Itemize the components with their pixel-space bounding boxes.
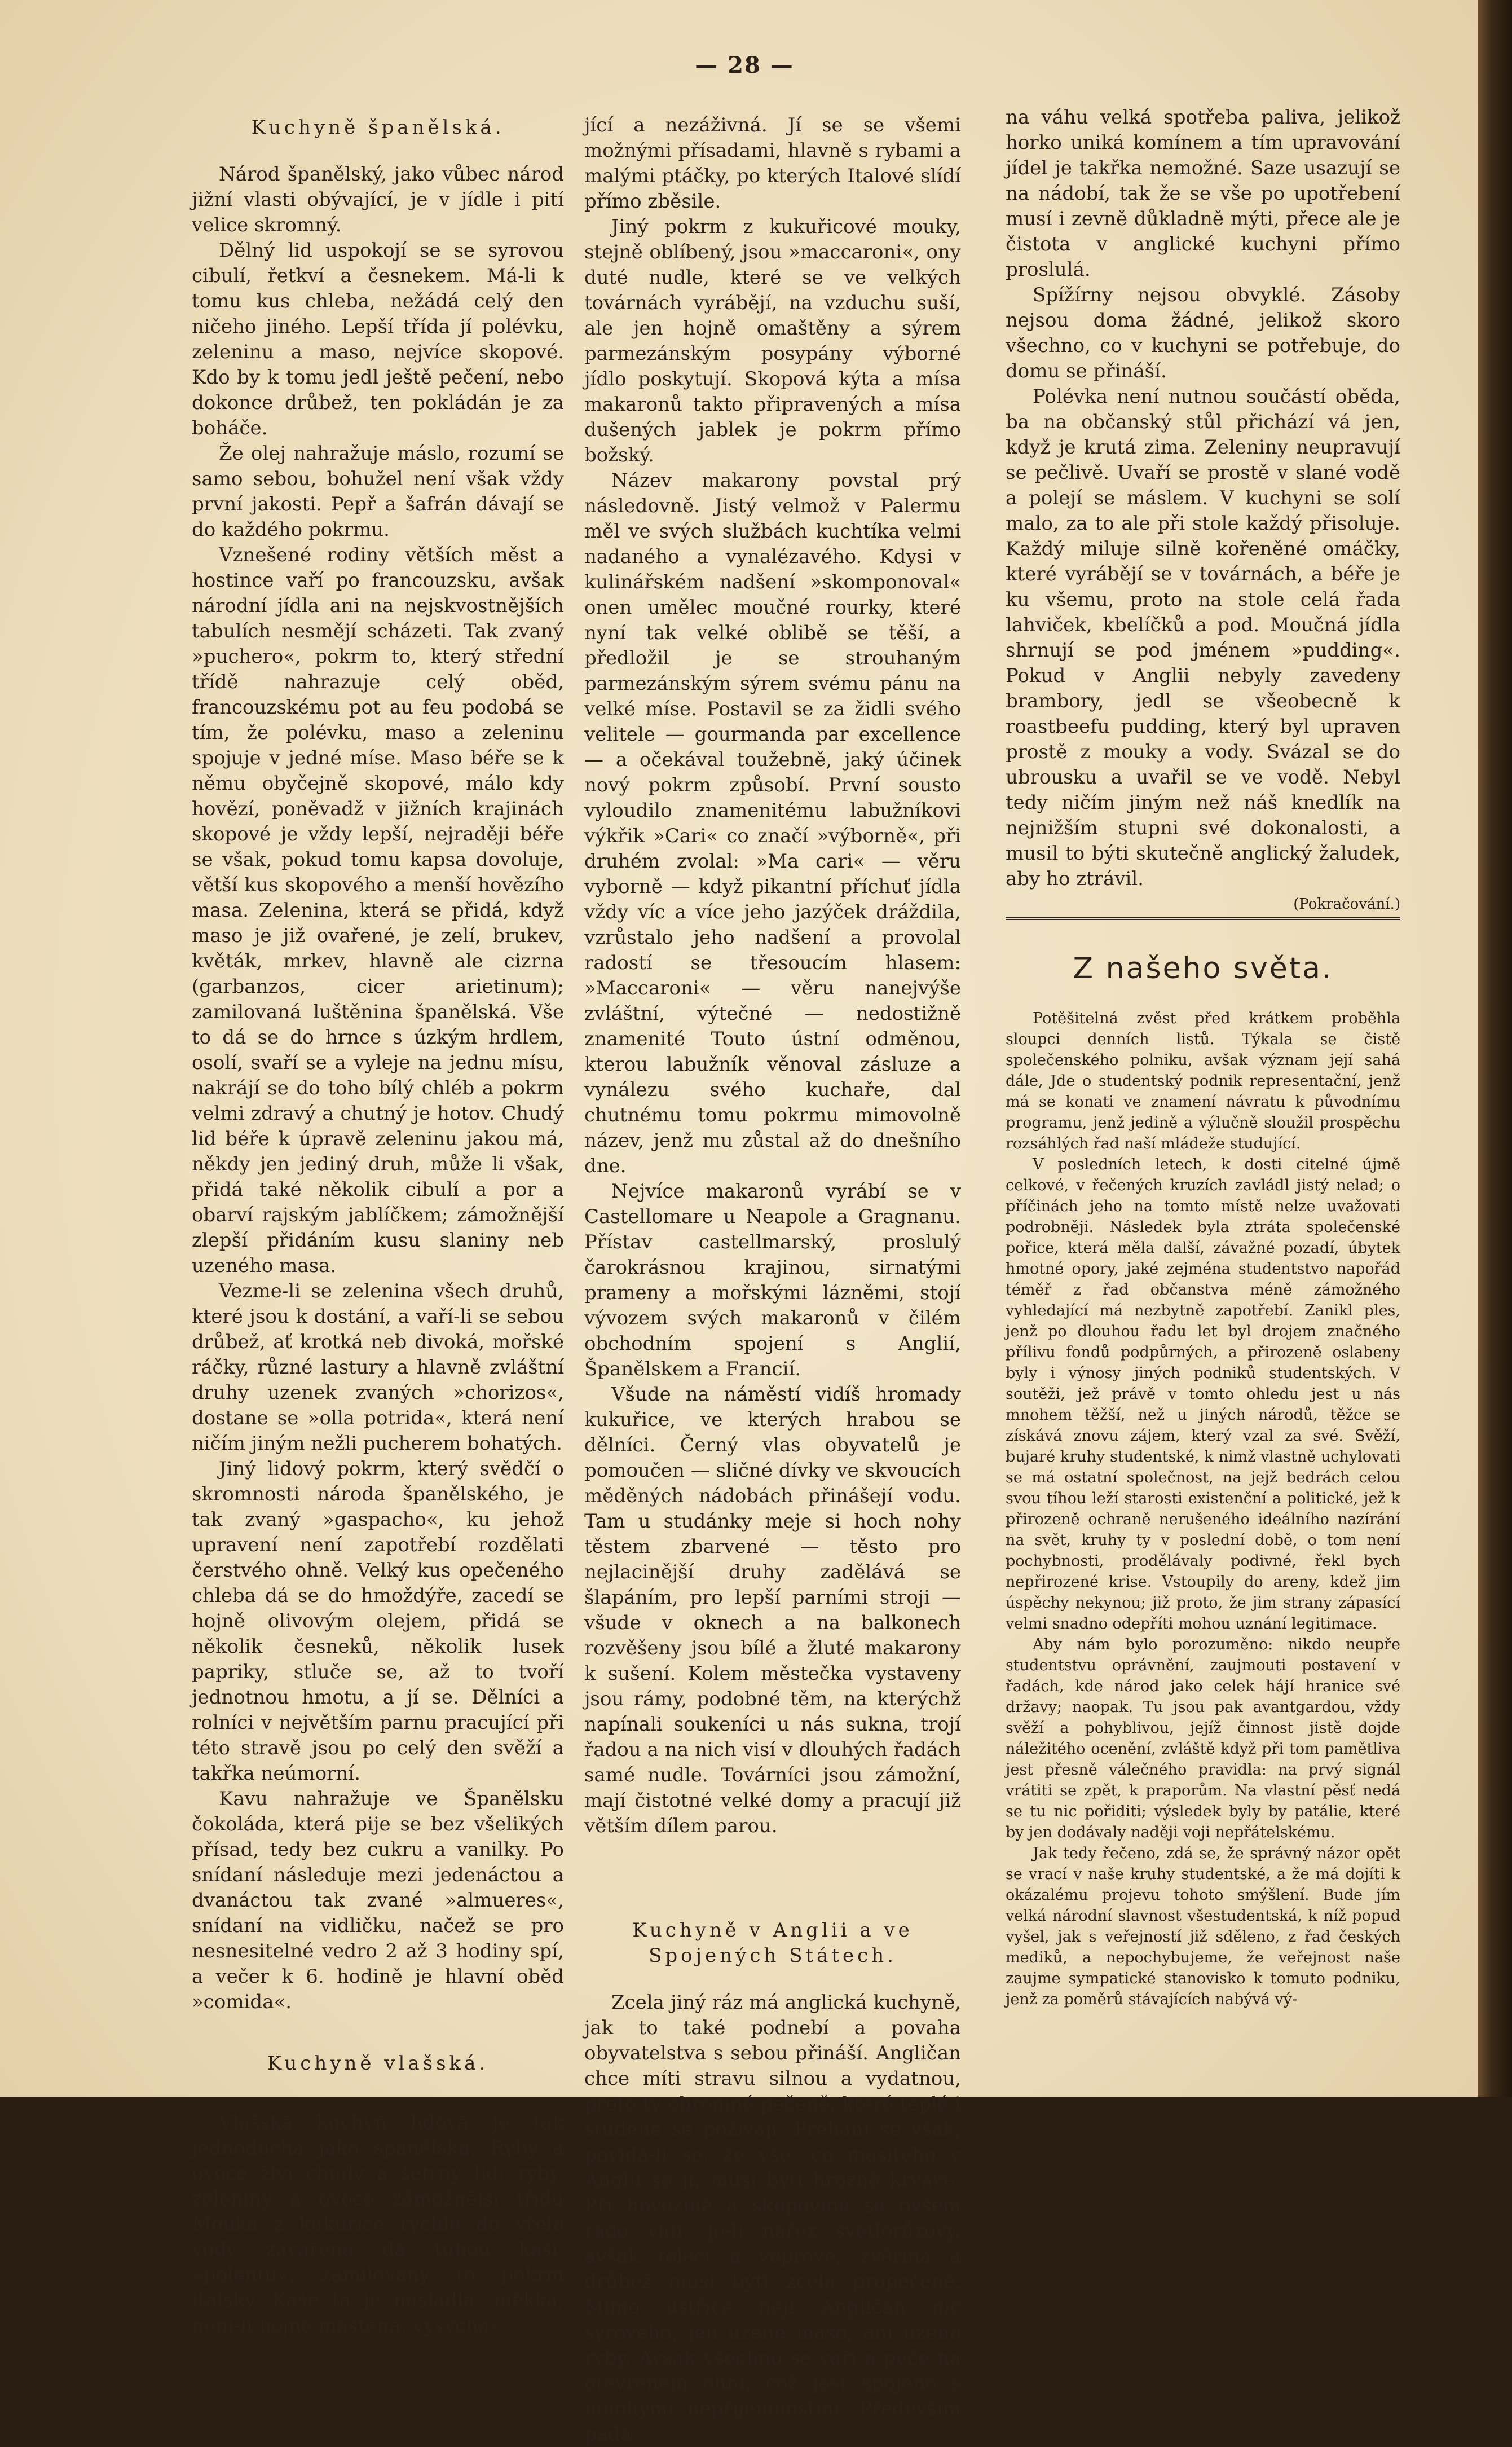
paragraph: Jiný pokrm z kukuřicové mouky, stejně oblíbený, jsou »maccaroni«, ony duté nudle, které se ve velkých továrnách vyrábějí, na vzduchu suší, ale jen hojně omaštěny a sýrem parmezánským posypány výborné jídlo poskytují. Skopová kýta a mísa makaronů takto připravených a mísa dušených jablek je pokrm přímo božský. xyxy=(584,215,961,466)
paragraph: Potěšitelná zvěst před krátkem proběhla sloupci denních listů. Týkala se čistě společenského polniku, avšak význam její sahá dále, Jde o studentský podnik representační, jenž má se konati ve znamení návratu k původnímu programu, jenž jedině a výlučně sloužil prospěchu rozsáhlých řad naší mládeže studující. xyxy=(1006,1010,1400,1152)
news-article xyxy=(1006,1008,1400,2010)
paragraph: Jak tedy řečeno, zdá se, že správný názor opět se vrací v naše kruhy studentské, a že má dojíti k okázalému projevu tohoto smýšlení. Bude jím velká národní slavnost všestudentská, k níž popud vyšel, jak s veřejností již sděleno, z řad českých mediků, a nepochybujeme, že veřejnost naše zaujme sympatické stanovisko k tomuto podniku, jenž za poměrů stávajících nabývá vý- xyxy=(1006,1845,1400,2008)
heading-italian-cuisine: Kuchyně vlašská. xyxy=(267,2052,489,2075)
column-right xyxy=(1006,105,1400,2010)
paragraph: Kavu nahražuje ve Španělsku čokoláda, která pije se bez všelikých přísad, tedy bez cukru a vanilky. Po snídaní následuje mezi jedenáctou a dvanáctou tak zvané »almueres«, snídaní na vidličku, načež se pro nesnesitelné vedro 2 až 3 hodiny spí, a večer k 6. hodině je hlavní oběd »comida«. xyxy=(192,1788,564,2013)
paragraph: Vznešené rodiny větších měst a hostince vaří po francouzsku, avšak národní jídla ani na nejskvostnějších tabulích nesmějí scházeti. Tak zvaný »puchero«, pokrm to, který střední třídě nahrazuje celý oběd, francouzskému pot au feu podobá se tím, že polévku, maso a zeleninu spojuje v jedné míse. Maso béře se k němu obyčejně skopové, málo kdy hovězí, poněvadž v jižních krajinách skopové je vždy lepší, nejraději béře se však, pokud tomu kapsa dovoluje, větší kus skopového a menší hovězího masa. Zelenina, která se přidá, když maso je již ovařené, je zelí, brukev, květák, mrkev, hlavně ale cizrna (garbanzos, cicer arietinum); zamilovaná luštěnina španělská. Vše to dá se do hrnce s úzkým hrdlem, osolí, svaří se a vyleje na jednu mísu, nakrájí se do toho bílý chléb a pokrm velmi zdravý a chutný je hotov. Chudý lid béře k úpravě zeleninu jakou má, někdy jen jediný druh, může li však, přidá také několik cibulí a por a obarví rajským jablíčkem; zámožnější zlepší přidáním kusu slaniny neb uzeného masa. xyxy=(192,544,564,1277)
paragraph: Polévka není nutnou součástí oběda, ba na občanský stůl přichází vá jen, když je krutá zima. Zeleniny neupravují se pečlivě. Uvaří se prostě v slané vodě a polejí se máslem. V kuchyni se solí malo, za to ale při stole každý přisoluje. Každý miluje silně kořeněné omáčky, které vyrábějí se v továrnách, a béře je ku všemu, proto na stole celá řada lahviček, kbelíčků a pod. Moučná jídla shrnují se pod jménem »pudding«. Pokud v Anglii nebyly zavedeny brambory, jedl se všeobecně k roastbeefu pudding, který byl upraven prostě z mouky a vody. Svázal se do ubrousku a uvařil se ve vodě. Nebyl tedy ničím jiným než náš knedlík na nejnižším stupni své dokonalosti, a musil to býti skutečně anglický žaludek, aby ho ztrávil. xyxy=(1006,385,1400,890)
section-title: Z našeho světa. xyxy=(1073,952,1333,985)
paragraph: Národ španělský, jako vůbec národ jižní vlasti obývající, je v jídle i pití velice skromný. xyxy=(192,163,564,236)
column-middle xyxy=(584,113,961,2447)
paragraph: V posledních letech, k dosti citelné újmě celkové, v řečených kruzích zavládl jistý nelad; o příčinách jeho na tomto místě nelze uvažovati podrobněji. Následek byla ztráta společenské pořice, která měla další, závažné pozadí, úbytek hmotné opory, jaké zejména studentstvo napořád téměř z řad občanstva méně zámožného vyhledající má nezbytně zapotřebí. Zanikl ples, jenž po dlouhou řadu let byl drojem značného přílivu fondů podpůrných, a přirozeně oslabeny byly i výnosy jiných podniků studentských. V soutěži, jež právě v tomto ohledu jest u nás mnohem těžší, než u jiných národů, těžce se získává znovu zájem, který vzal za své. Svěží, bujaré kruhy studentské, k nimž vlastně uchylovati se má ostatní společnost, na jejž bedrách celou svou tíhou leží starosti existenční a politické, jež k přirozeně ochraně nerušeného ideálního nazírání na svět, kruhy ty v poslední době, o tom není pochybnosti, prodělávaly podivné, řekl bych nepřirozené krise. Vstoupily do areny, kdež jim úspěchy nekynou; již proto, že jim strany zápasící velmi snadno odepříti mohou uznání legitimace. xyxy=(1006,1156,1400,1632)
paragraph: Vezme-li se zelenina všech druhů, které jsou k dostání, a vaří-li se sebou drůbež, ať krotká neb divoká, mořské ráčky, různé lastury a hlavně zvláštní druhy uzenek zvaných »chorizos«, dostane se »olla potrida«, která není ničím jiným nežli pucherem bohatých. xyxy=(192,1280,564,1455)
paragraph: Aby nám bylo porozuměno: nikdo neupře studentstvu oprávnění, zaujmouti postavení v řadách, kde národ jako celek hájí hranice své državy; naopak. Tu jsou pak avantgardou, vždy svěží a pohyblivou, jejíž činnost jistě dojde náležitého ocenění, zvláště když při tom pamětliva jest přesně válečného pravidla: na prvý signál vrátiti se zpět, k praporům. Na vlastní pěsť nedá se tu nic pořiditi; výsledek byly by patálie, které by jen dodávaly naději voji nepřátelskému. xyxy=(1006,1636,1400,1841)
paragraph: jící a nezáživná. Jí se se všemi možnými přísadami, hlavně s rybami a malými ptáčky, po kterých Italové slídí přímo zběsile. xyxy=(584,114,961,213)
paragraph: Název makarony povstal prý následovně. Jistý velmož v Palermu měl ve svých službách kuchtíka velmi nadaného a vynalézavého. Kdysi v kulinářském nadšení »skomponoval« onen umělec moučné rourky, které nyní tak velké oblibě se těší, a předložil je se strouhaným parmezánským sýrem svému pánu na velké míse. Postavil se za židli svého velitele — gourmanda par excellence — a očekával toužebně, jaký účinek nový pokrm způsobí. První sousto vyloudilo znamenitému labužníkovi výkřik »Cari« co značí »výborně«, při druhém zvolal: »Ma cari« — věru vyborně — když pikantní příchuť jídla vždy víc a více jeho jazýček dráždila, vzrůstalo jeho nadšení a provolal radostí se třesoucím hlasem: »Maccaroni« — věru nanejvýše zvláštní, výtečné — nedostižně znamenité Touto ústní odměnou, kterou labužník věnoval zásluze a vynálezu svého kuchaře, dal chutnému tomu pokrmu mimovolně název, jenž mu zůstal až do dnešního dne. xyxy=(584,469,961,1177)
page-number: — 28 — xyxy=(695,52,794,78)
paragraph: Dělný lid uspokojí se se syrovou cibulí, řetkví a česnekem. Má-li k tomu kus chleba, nežádá celý den ničeho jiného. Lepší třída jí polévku, zeleninu a maso, nejvíce skopové. Kdo by k tomu jedl ještě pečení, nebo dokonce drůbež, ten pokládán je za boháče. xyxy=(192,239,564,439)
continued-note: (Pokračování.) xyxy=(1293,896,1400,913)
section-divider xyxy=(1006,917,1400,920)
paragraph: Jiný lidový pokrm, který svědčí o skromnosti národa španělského, je tak zvaný »gaspacho«, ku jehož upravení není zapotřebí rozdělati čerstvého ohně. Velký kus opečeného chleba dá se do hmoždýře, zacedí se hojně olivovým olejem, přidá se několik česneků, několik lusek papriky, stluče se, až to tvoří jednotnou hmotu, a jí se. Dělníci a rolníci v největším parnu pracující při této stravě jsou po celý den svěží a takřka neúmorní. xyxy=(192,1458,564,1785)
column-left xyxy=(192,111,564,2339)
paragraph: na váhu velká spotřeba paliva, jelikož horko uniká komínem a tím upravování jídel je takřka nemožné. Saze usazují se na nádobí, tak že se vše po upotřebení musí i zevně důkladně mýti, přece ale je čistota v anglické kuchyni přímo proslulá. xyxy=(1006,106,1400,281)
paragraph: Všude na náměstí vidíš hromady kukuřice, ve kterých hrabou se dělníci. Černý vlas obyvatelů je pomoučen — sličné dívky ve skvoucích měděných nádobách přinášejí vodu. Tam u studánky meje si hoch nohy těstem zbarvené — těsto pro nejlacinější druhy zadělává se šlapáním, pro lepší parními stroji — všude v oknech a na balkonech rozvěšeny jsou bílé a žluté makarony k sušení. Kolem městečka vystaveny jsou rámy, podobné těm, na kterýchž napínali soukeníci u nás sukna, trojí řadou a na nich visí v dlouhých řadách samé nudle. Továrníci jsou zámožní, mají čistotné velké domy a pracují již větším dílem parou. xyxy=(584,1383,961,1837)
book-spine xyxy=(1478,0,1512,2097)
heading-english-cuisine: Kuchyně v Anglii a ve Spojených Státech. xyxy=(632,1919,913,1967)
paragraph: Že olej nahražuje máslo, rozumí se samo sebou, bohužel není však vždy první jakosti. Pepř a šafrán dávají se do každého pokrmu. xyxy=(192,442,564,541)
paragraph: Spížírny nejsou obvyklé. Zásoby nejsou doma žádné, jelikož skoro všechno, co v kuchyni se potřebuje, do domu se přináší. xyxy=(1006,284,1400,382)
heading-spanish-cuisine: Kuchyně španělská. xyxy=(251,116,505,139)
paragraph: Vlašská kuchyň lidová je tak jednoduchá jako španělská. Ryby a ovoce živí chudý a šetrný lid; ryby, zeleniny a ovoce zámožnější třídu Mouka z kukuřice rychle do vřelé vody zavařená dá tuhou kaši, »polentu«, zamilovaný to pokrm italský. Kaše ta je nasládlá, měkká, není-li hojně maštěná. vysýcha- xyxy=(192,2111,564,2337)
paragraph: Nejvíce makaronů vyrábí se v Castellomare u Neapole a Gragnanu. Přístav castellmarský, proslulý čarokrásnou krajinou, sirnatými prameny a mořskými lázněmi, stojí vývozem svých makaronů v čilém obchodním spojení s Anglií, Španělskem a Francií. xyxy=(584,1180,961,1380)
paragraph: Zcela jiný ráz má anglická kuchyně, jak to také podnebí a povaha obyvatelstva s sebou přináší. Angličan chce míti stravu silnou a vydatnou, proto ty ohromné pečeně, které teplé i studené se požívají. Přehání se však, povídá-li se, že vše, co masitého v Anglii se jí, musí býti hrozně krvavé. Při hovězině a skopovině se ovšem rádo vidí, je-li nářez světlorůžový, avšak telecí a vepřové, zvěřina a drůbež musí býti zcela propečené. Mimo ústřice nejí Angličan nic syrového, jen uzené maso, ani uzené ryby. Avšak všechno se vaří a peče na otevřeném ohni, což jest spojeno s mnohými nepříjemnostmi. Především padá xyxy=(584,1991,961,2445)
